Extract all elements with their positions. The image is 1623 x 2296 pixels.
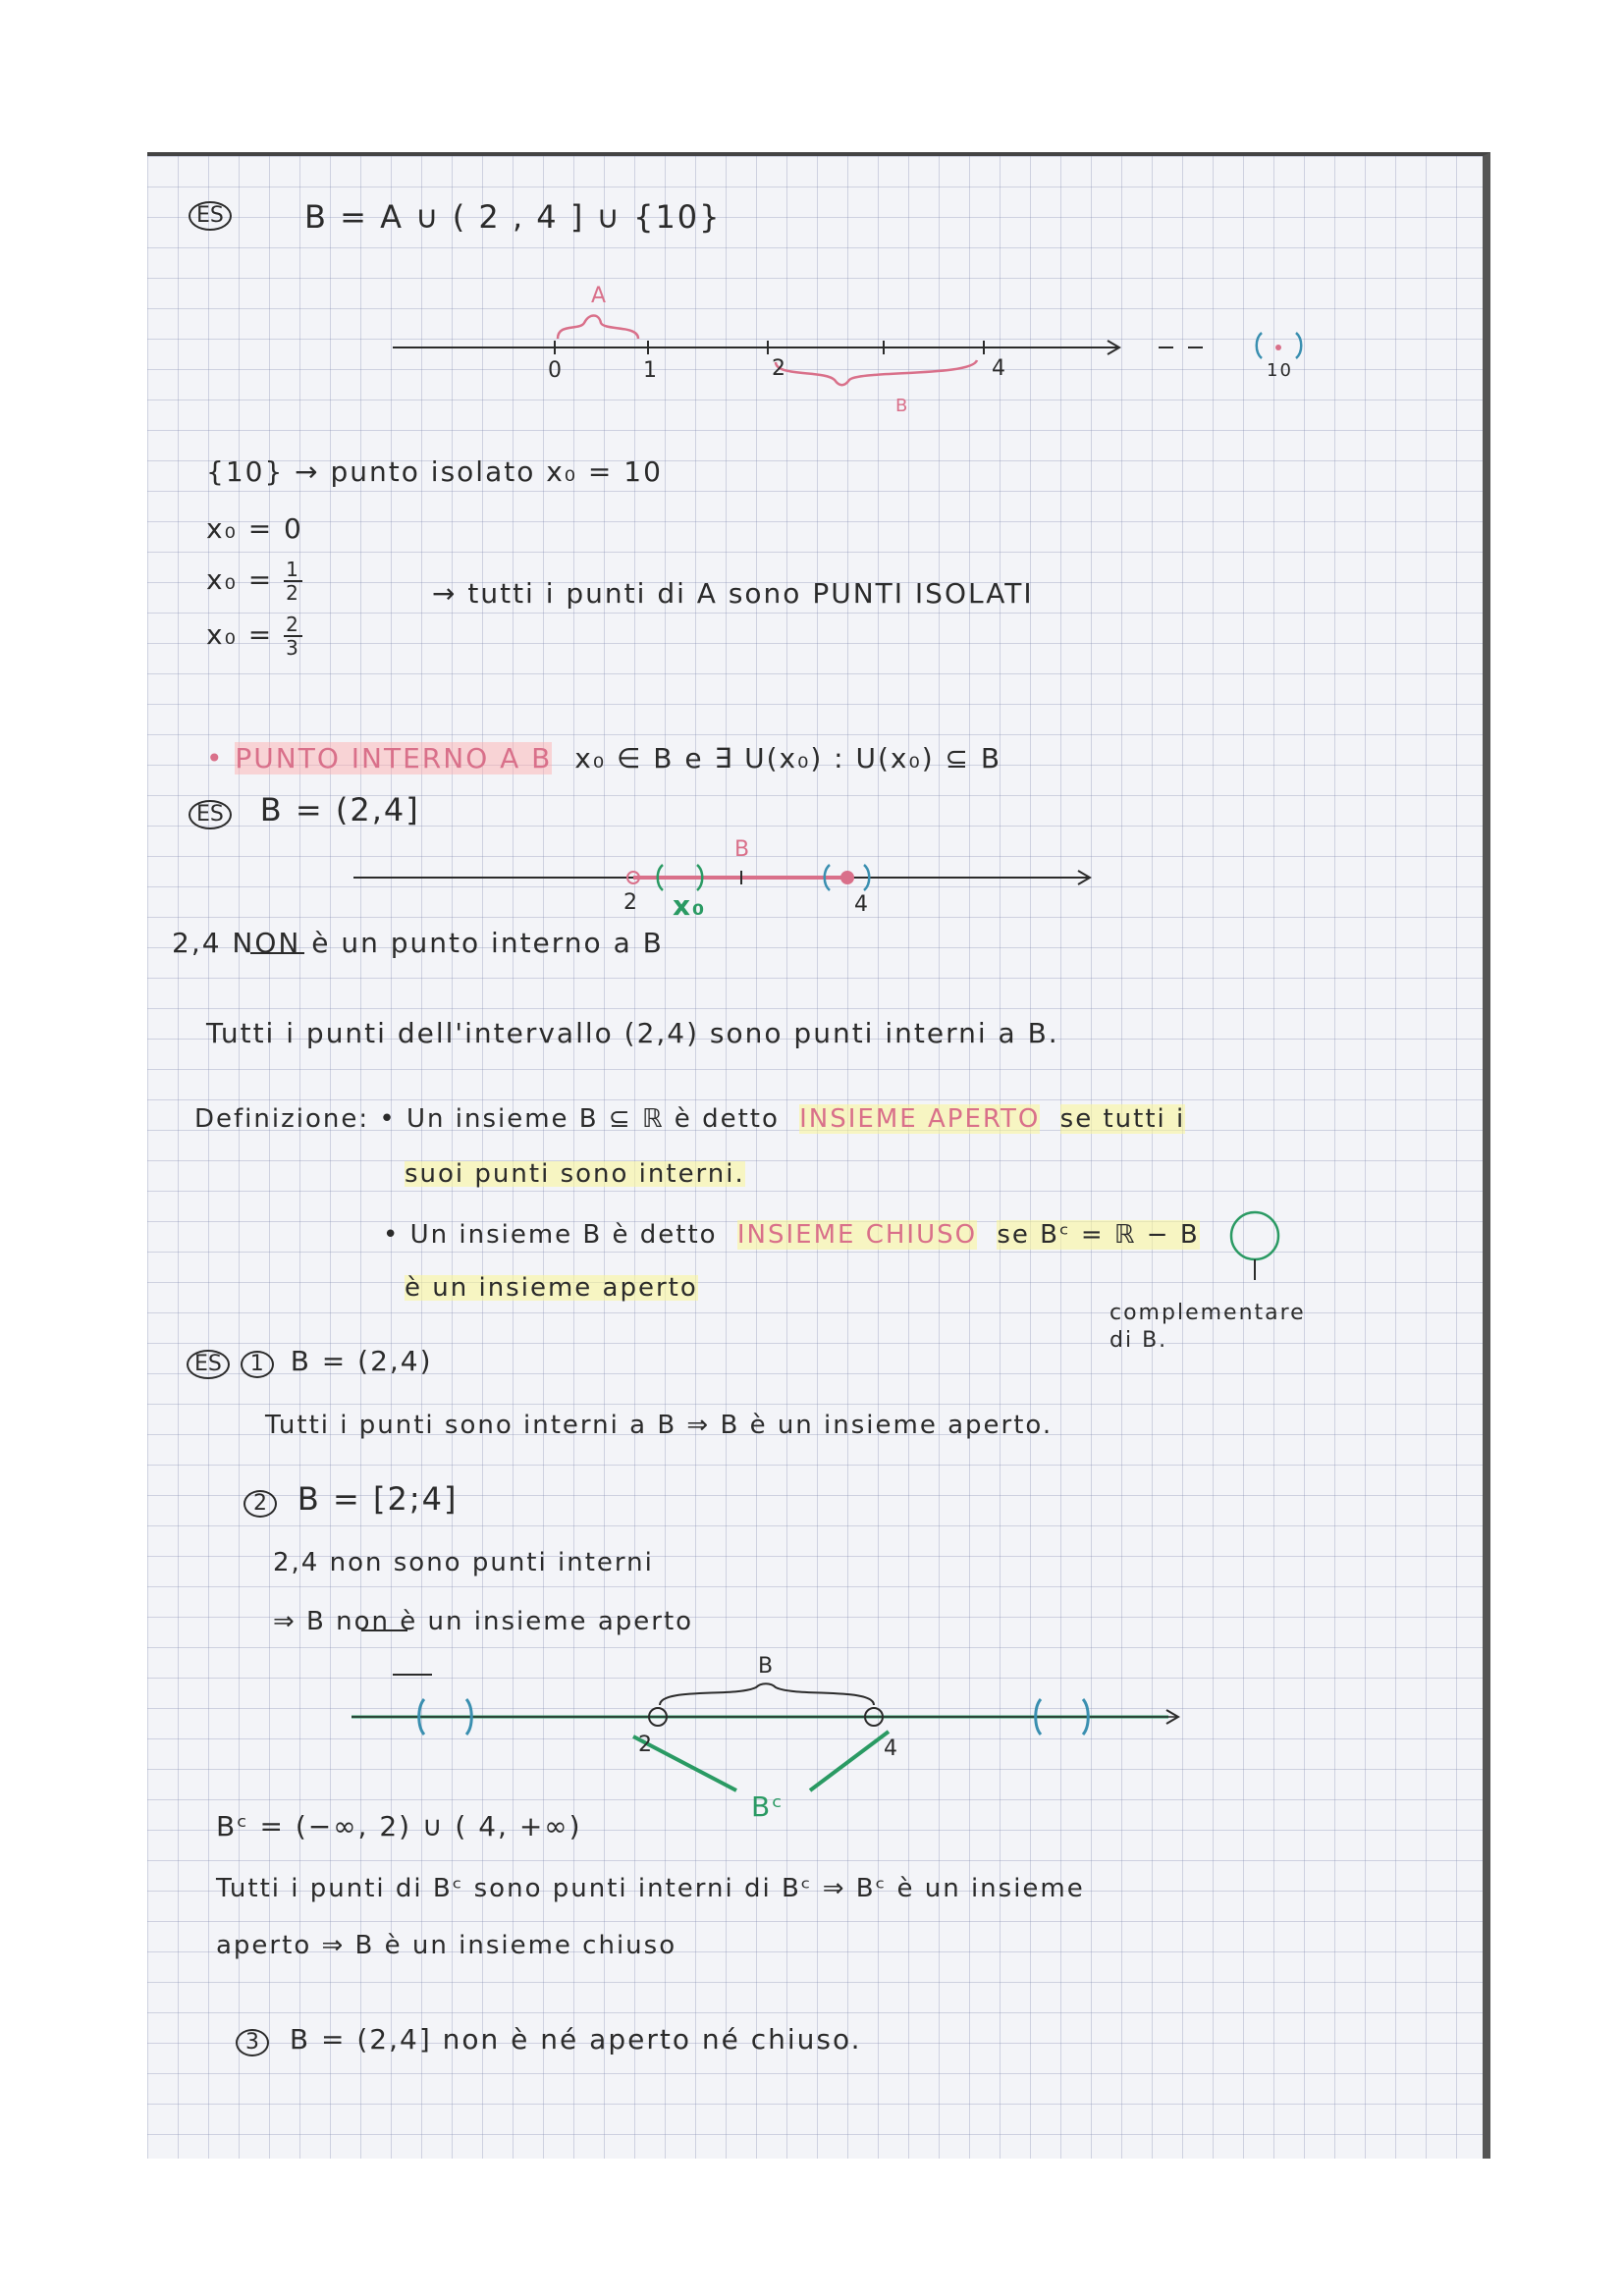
all-interval-line: Tutti i punti dell'intervallo (2,4) sono punti interni a B. (206, 1017, 1059, 1049)
open-set-term: INSIEME APERTO (799, 1104, 1041, 1134)
tick-2: 2 (772, 356, 787, 381)
example-1-formula: B = A ∪ ( 2 , 4 ] ∪ {10} (304, 198, 722, 236)
interior-definition-line (206, 742, 1002, 774)
label-a: A (591, 284, 609, 308)
isolated-point-line: {10} → punto isolato x₀ = 10 (206, 455, 663, 488)
x0-label: x₀ (673, 889, 707, 922)
example-2-header (189, 791, 420, 829)
all-isolated-line: → tutti i punti di A sono PUNTI ISOLATI (432, 577, 1034, 610)
complement-formula: Bᶜ = (−∞, 2) ∪ ( 4, +∞) (216, 1810, 582, 1842)
notebook-page (147, 152, 1490, 2159)
definition-prefix: Definizione: • Un insieme B ⊆ ℝ è detto (194, 1104, 780, 1134)
example-3-line (236, 2023, 862, 2056)
interior-definition-formula: x₀ ∈ B e ∃ U(x₀) : U(x₀) ⊆ B (574, 742, 1002, 774)
definition-open-line (194, 1106, 1185, 1132)
x0-two-thirds-prefix: x₀ = (206, 618, 274, 651)
number-line-1 (393, 316, 1301, 386)
fraction-two-thirds-num: 2 (286, 613, 300, 636)
label-b-brace: B (895, 396, 910, 416)
example-3-header (187, 1345, 433, 1379)
example-2-line2: ⇒ B non è un insieme aperto (273, 1607, 694, 1636)
fraction-two-thirds (284, 614, 302, 659)
x0-zero: x₀ = 0 (206, 512, 303, 545)
closed-set-tail: se Bᶜ = ℝ − B (997, 1220, 1200, 1250)
tick-1: 1 (643, 358, 659, 383)
example-2-line1: 2,4 non sono punti interni (273, 1548, 654, 1577)
closed-set-term: INSIEME CHIUSO (736, 1220, 978, 1250)
not-interior-line: 2,4 NON è un punto interno a B (172, 927, 664, 959)
tick-10: 10 (1267, 360, 1293, 381)
x0-two-thirds (206, 614, 302, 659)
example-number-2: 2 (243, 1490, 277, 1518)
es-marker: ES (187, 1350, 230, 1379)
complement-note-2: di B. (1109, 1328, 1168, 1353)
complement-note-1: complementare (1109, 1301, 1306, 1325)
es-marker: ES (189, 201, 232, 231)
fraction-two-thirds-den: 3 (286, 636, 300, 660)
bc-label: Bᶜ (751, 1790, 784, 1823)
definition-closed-line (383, 1222, 1200, 1248)
tick-4-line3: 4 (884, 1736, 899, 1761)
number-line-3 (352, 1683, 1178, 1790)
example-2-formula: B = (2,4] (259, 791, 420, 828)
open-set-continuation: suoi punti sono interni. (405, 1159, 745, 1189)
example-2-set: B = [2;4] (297, 1480, 459, 1518)
example-2-line (243, 1480, 459, 1518)
x0-half (206, 559, 302, 604)
fraction-half-den: 2 (286, 581, 300, 605)
number-line-2 (353, 865, 1090, 890)
conclusion-line-1: Tutti i punti di Bᶜ sono punti interni di Bᶜ ⇒ Bᶜ è un insieme (216, 1874, 1085, 1903)
example-3-text: B = (2,4] non è né aperto né chiuso. (289, 2023, 862, 2056)
example-1-header (189, 199, 232, 231)
label-b-line3: B (758, 1654, 776, 1679)
open-set-tail: se tutti i (1059, 1104, 1186, 1134)
example-1-set: B = (2,4) (290, 1345, 433, 1377)
label-b-line2: B (734, 837, 752, 862)
fraction-half (284, 559, 302, 604)
es-marker: ES (189, 800, 232, 829)
tick-4: 4 (992, 356, 1007, 381)
interior-point-term: PUNTO INTERNO A B (235, 742, 553, 774)
conclusion-line-2: aperto ⇒ B è un insieme chiuso (216, 1931, 677, 1960)
tick-0: 0 (548, 358, 564, 383)
closed-set-continuation: è un insieme aperto (405, 1273, 698, 1303)
closed-prefix: • Un insieme B è detto (383, 1220, 718, 1250)
example-number-3: 3 (236, 2029, 269, 2056)
fraction-half-num: 1 (286, 558, 300, 581)
tick-2-line3: 2 (638, 1733, 654, 1757)
x0-half-prefix: x₀ = (206, 563, 274, 596)
tick-4-line2: 4 (854, 892, 870, 917)
example-number-1: 1 (241, 1351, 274, 1378)
bullet-dot: • (206, 742, 225, 774)
tick-2-line2: 2 (623, 890, 639, 915)
example-1-text: Tutti i punti sono interni a B ⇒ B è un insieme aperto. (265, 1411, 1054, 1440)
